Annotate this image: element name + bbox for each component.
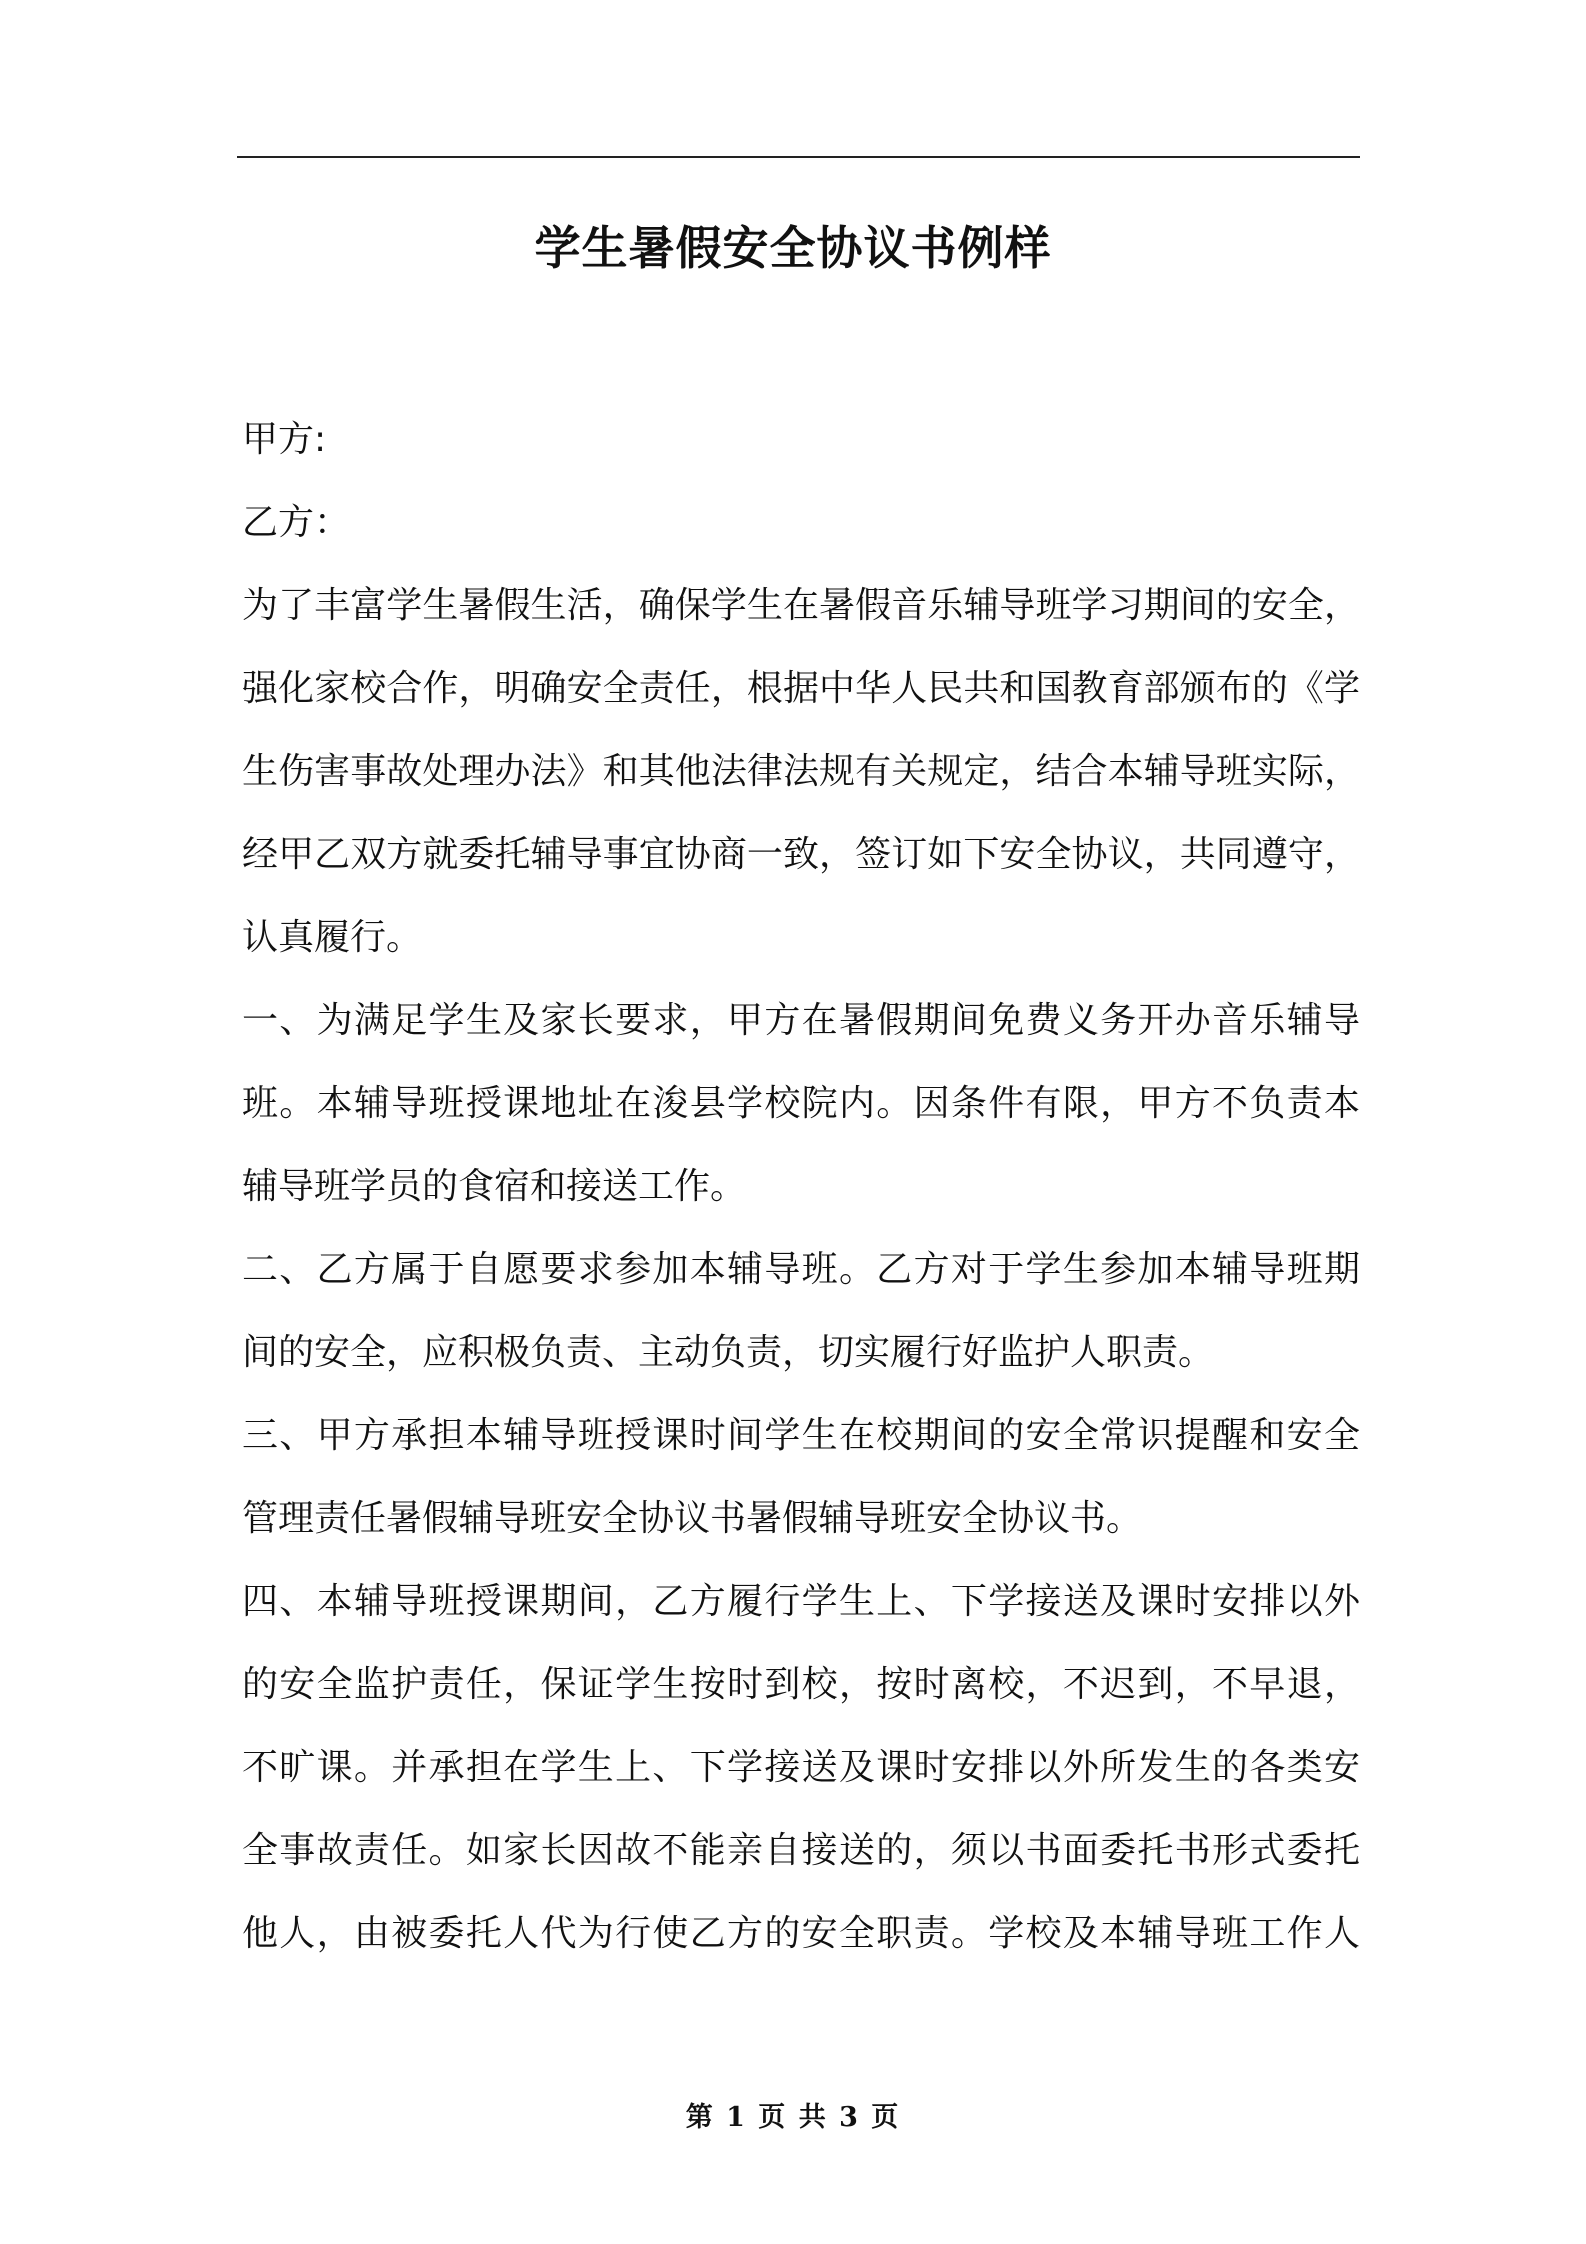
body-line: 三、甲方承担本辅导班授课时间学生在校期间的安全常识提醒和安全: [242, 1415, 1360, 1456]
document-title: 学生暑假安全协议书例样: [534, 221, 1052, 275]
body-line: 的安全监护责任，保证学生按时到校，按时离校，不迟到，不早退，: [242, 1664, 1360, 1705]
body-line: 他人，由被委托人代为行使乙方的安全职责。学校及本辅导班工作人: [242, 1913, 1360, 1954]
document-body: [242, 398, 1360, 1975]
header-rule: [237, 156, 1360, 158]
body-line: 认真履行。: [242, 917, 423, 958]
body-line: 生伤害事故处理办法》和其他法律法规有关规定，结合本辅导班实际，: [242, 751, 1360, 792]
page-footer: 第 1 页 共 3 页: [685, 2102, 901, 2133]
party-a-line: 甲方:: [242, 419, 327, 460]
body-line: 二、乙方属于自愿要求参加本辅导班。乙方对于学生参加本辅导班期: [242, 1249, 1360, 1290]
body-line: 管理责任暑假辅导班安全协议书暑假辅导班安全协议书。: [242, 1498, 1143, 1539]
body-line: 辅导班学员的食宿和接送工作。: [242, 1166, 747, 1207]
body-line: 为了丰富学生暑假生活，确保学生在暑假音乐辅导班学习期间的安全，: [242, 585, 1360, 626]
body-line: 四、本辅导班授课期间，乙方履行学生上、下学接送及课时安排以外: [242, 1581, 1360, 1622]
body-line: 全事故责任。如家长因故不能亲自接送的，须以书面委托书形式委托: [242, 1830, 1360, 1871]
body-line: 强化家校合作，明确安全责任，根据中华人民共和国教育部颁布的《学: [242, 668, 1360, 709]
body-line: 经甲乙双方就委托辅导事宜协商一致，签订如下安全协议，共同遵守，: [242, 834, 1360, 875]
body-line: 不旷课。并承担在学生上、下学接送及课时安排以外所发生的各类安: [242, 1747, 1360, 1788]
body-line: 间的安全，应积极负责、主动负责，切实履行好监护人职责。: [242, 1332, 1215, 1373]
body-line: 班。本辅导班授课地址在浚县学校院内。因条件有限，甲方不负责本: [242, 1083, 1360, 1124]
party-b-line: 乙方：: [242, 502, 351, 543]
body-line: 一、为满足学生及家长要求，甲方在暑假期间免费义务开办音乐辅导: [242, 1000, 1360, 1041]
